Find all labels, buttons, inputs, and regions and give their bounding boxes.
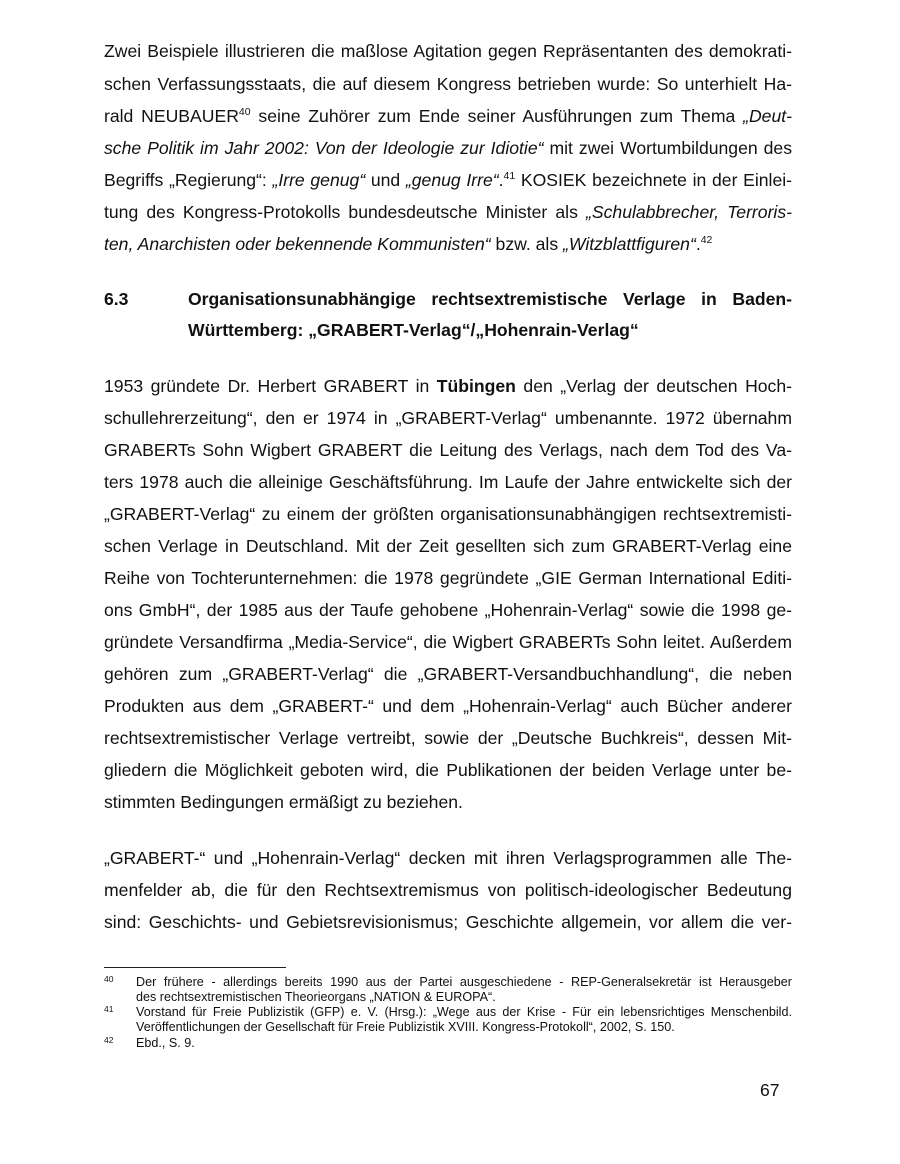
text-line: ons GmbH“, der 1985 aus der Taufe gehobene „Hohenrain-Verlag“ sowie die 1998 ge- (104, 600, 792, 620)
text-line: Zwei Beispiele illustrieren die maßlose Agitation gegen Repräsentanten des demokrati- (104, 41, 792, 61)
text-line: tung des Kongress-Protokolls bundesdeutsche Minister als „Schulabbrecher, Terroris- (104, 202, 792, 222)
section-number: 6.3 (104, 289, 129, 309)
text-line: gehören zum „GRABERT-Verlag“ die „GRABERT-Versandbuchhandlung“, die neben (104, 664, 792, 684)
text-line: ten, Anarchisten oder bekennende Kommunisten“ bzw. als „Witzblattfiguren“.$^{42}$ (104, 234, 713, 254)
text-line: sind: Geschichts- und Gebietsrevisionismus; Geschichte allgemein, vor allem die ver- (104, 912, 792, 932)
text-line: sche Politik im Jahr 2002: Von der Ideologie zur Idiotie“ mit zwei Wortumbildungen des (104, 138, 792, 158)
footnote-text: des rechtsextremistischen Theorieorgans „NATION & EUROPA“. (136, 990, 496, 1004)
section-title-line: Organisationsunabhängige rechtsextremistische Verlage in Baden- (188, 289, 792, 309)
text-line: gründete Versandfirma „Media-Service“, die Wigbert GRABERTs Sohn leitet. Außerdem (104, 632, 792, 652)
footnote-text: Der frühere - allerdings bereits 1990 aus der Partei ausgeschiedene - REP-Generalsekretär ist Herausgeber (136, 975, 792, 989)
section-title-line: Württemberg: „GRABERT-Verlag“/„Hohenrain-Verlag“ (188, 320, 639, 340)
footnote-divider (104, 967, 286, 968)
footnote-ref-41[interactable]: 41 (503, 170, 516, 182)
text-line: Produkten aus dem „GRABERT-“ und dem „Hohenrain-Verlag“ auch Bücher anderer (104, 696, 792, 716)
footnote-ref-40[interactable]: 40 (238, 106, 251, 118)
text-line: menfelder ab, die für den Rechtsextremismus von politisch-ideologischer Bedeutung (104, 880, 792, 900)
text-line: schullehrerzeitung“, den er 1974 in „GRABERT-Verlag“ umbenannte. 1972 übernahm (104, 408, 792, 428)
footnote-number: 41 (104, 1004, 114, 1014)
text-line: ters 1978 auch die alleinige Geschäftsführung. Im Laufe der Jahre entwickelte sich der (104, 472, 792, 492)
footnote-text: Vorstand für Freie Publizistik (GFP) e. V. (Hrsg.): „Wege aus der Krise - Für ein lebensrichtiges Menschenbild. (136, 1005, 792, 1019)
text-line: gliedern die Möglichkeit geboten wird, die Publikationen der beiden Verlage unter be- (104, 760, 792, 780)
footnote-ref-42[interactable]: 42 (700, 234, 713, 246)
text-line: stimmten Bedingungen ermäßigt zu beziehen. (104, 792, 463, 812)
text-line: rechtsextremistischer Verlage vertreibt, sowie der „Deutsche Buchkreis“, dessen Mit- (104, 728, 792, 748)
text-line: rald NEUBAUER$^{40}$ seine Zuhörer zum Ende seiner Ausführungen zum Thema „Deut- (104, 106, 792, 126)
text-line: „GRABERT-Verlag“ zu einem der größten organisationsunabhängigen rechtsextremisti- (104, 504, 792, 524)
text-line: GRABERTs Sohn Wigbert GRABERT die Leitung des Verlags, nach dem Tod des Va- (104, 440, 792, 460)
footnote-number: 42 (104, 1035, 114, 1045)
text-line: „GRABERT-“ und „Hohenrain-Verlag“ decken mit ihren Verlagsprogrammen alle The- (104, 848, 792, 868)
text-line: schen Verfassungsstaats, die auf diesem Kongress betrieben wurde: So unterhielt Ha- (104, 74, 792, 94)
text-line: 1953 gründete Dr. Herbert GRABERT in Tübingen den „Verlag der deutschen Hoch- (104, 376, 792, 396)
footnote-text: Veröffentlichungen der Gesellschaft für Freie Publizistik XVIII. Kongress-Protokoll“, 2002, S. 150. (136, 1020, 675, 1034)
footnote-number: 40 (104, 974, 114, 984)
text-line: schen Verlage in Deutschland. Mit der Zeit gesellten sich zum GRABERT-Verlag eine (104, 536, 792, 556)
page-number: 67 (760, 1080, 780, 1100)
text-line: Reihe von Tochterunternehmen: die 1978 gegründete „GIE German International Editi- (104, 568, 792, 588)
footnote-text: Ebd., S. 9. (136, 1036, 195, 1050)
text-line: Begriffs „Regierung“: „Irre genug“ und „genug Irre“.$^{41}$ KOSIEK bezeichnete in der Einlei- (104, 170, 792, 190)
